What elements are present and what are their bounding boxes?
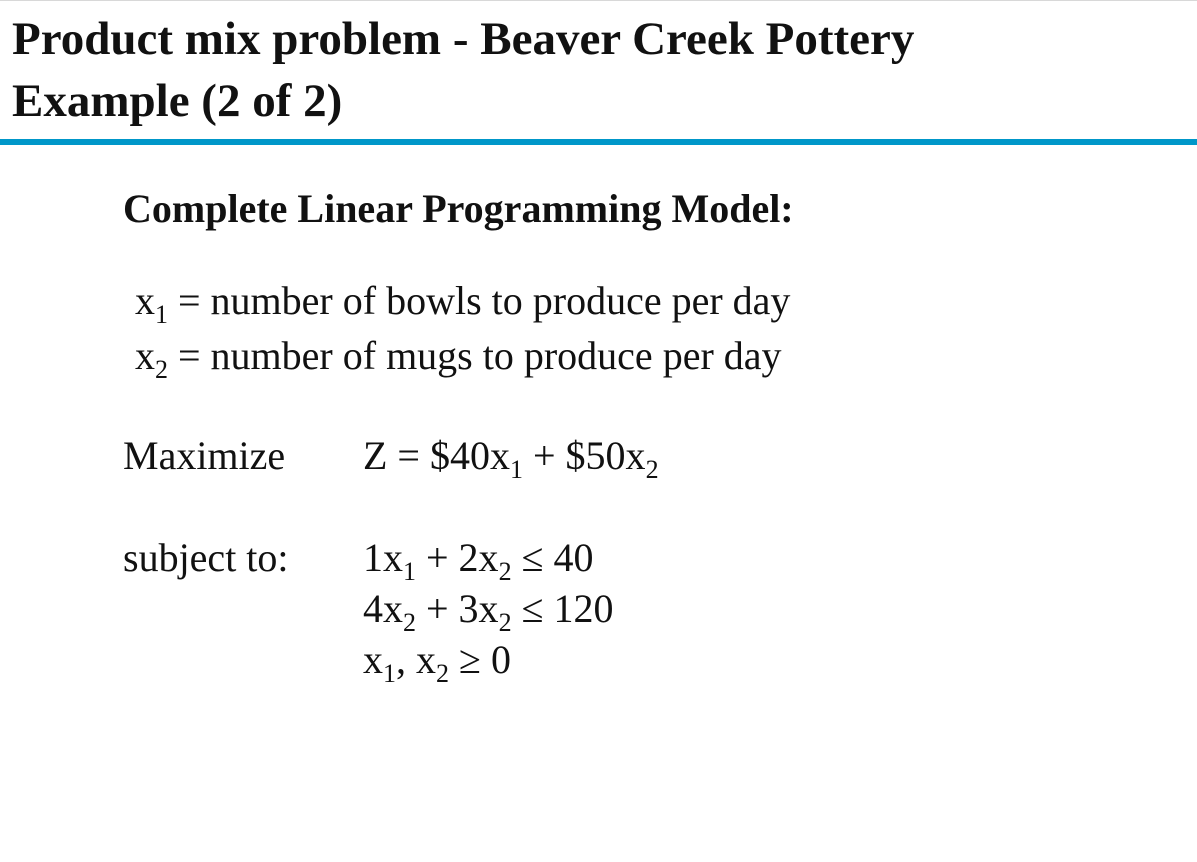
constraint-1 (363, 532, 594, 584)
variable-name: x (135, 333, 155, 378)
constraint-term-b: + 3x (416, 586, 499, 631)
objective-function (363, 430, 659, 482)
constraint-2 (363, 583, 614, 635)
definition-x2 (135, 330, 782, 382)
definition-text: = number of mugs to produce per day (168, 333, 782, 378)
variable-subscript: 1 (155, 300, 168, 329)
section-heading: Complete Linear Programming Model: (123, 186, 794, 231)
variable-name: x (135, 278, 155, 323)
constraint-rhs: ≤ 40 (511, 535, 594, 580)
definition-x1 (135, 275, 790, 327)
constraint-rhs: ≥ 0 (449, 637, 511, 682)
top-border (0, 0, 1197, 1)
constraint-subscript-a: 2 (403, 608, 416, 637)
subject-to-label: subject to: (123, 535, 289, 580)
constraint-term-b: , x (396, 637, 436, 682)
constraint-rhs: ≤ 120 (511, 586, 614, 631)
constraint-term-a: 1x (363, 535, 403, 580)
maximize-label: Maximize (123, 433, 286, 478)
constraint-subscript-a: 1 (383, 659, 396, 688)
objective-mid: + $50x (523, 433, 646, 478)
constraint-subscript-b: 2 (498, 557, 512, 586)
slide-title-line-1: Product mix problem - Beaver Creek Pottery (12, 13, 915, 65)
definition-text: = number of bowls to produce per day (168, 278, 791, 323)
slide-title (12, 8, 1162, 132)
constraint-subscript-a: 1 (403, 557, 416, 586)
constraint-term-b: + 2x (416, 535, 499, 580)
objective-subscript-1: 1 (510, 455, 523, 484)
constraint-term-a: 4x (363, 586, 403, 631)
constraint-nonnegativity (363, 634, 511, 686)
constraint-term-a: x (363, 637, 383, 682)
constraint-subscript-b: 2 (436, 659, 449, 688)
variable-subscript: 2 (155, 355, 168, 384)
objective-lhs: Z = $40x (363, 433, 510, 478)
constraint-subscript-b: 2 (498, 608, 512, 637)
title-divider (0, 139, 1197, 145)
objective-subscript-2: 2 (645, 455, 659, 484)
slide-title-line-2: Example (2 of 2) (12, 75, 343, 127)
